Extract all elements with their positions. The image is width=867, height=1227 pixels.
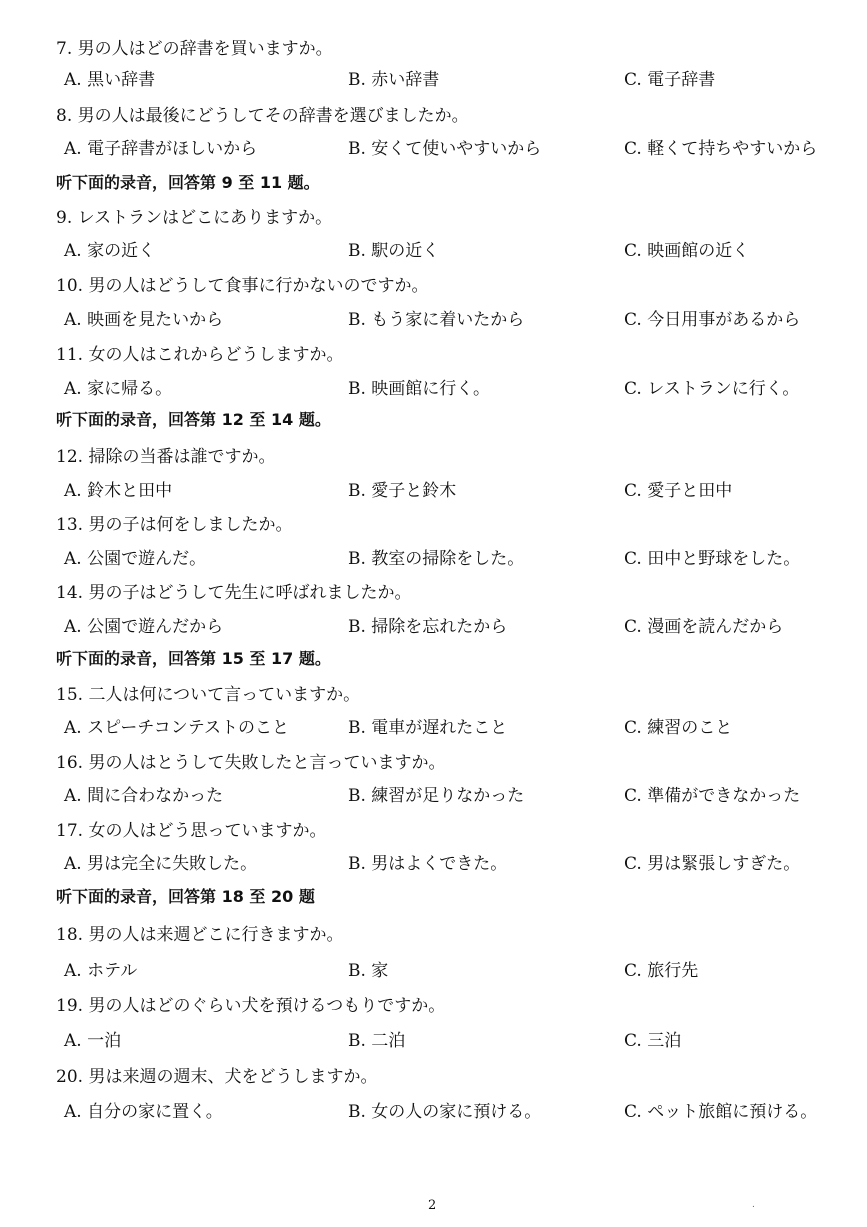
option-a: A. 映画を見たいから: [64, 310, 224, 330]
corner-mark: .: [752, 1200, 755, 1210]
option-a: A. ホテル: [64, 961, 138, 981]
question-17: 17. 女の人はどう思っていますか。: [56, 821, 327, 841]
options-19: [0, 1026, 867, 1050]
option-b: B. 男はよくできた。: [348, 854, 508, 874]
option-c: C. 愛子と田中: [624, 481, 733, 501]
option-c: C. 練習のこと: [624, 718, 733, 738]
options-14: [0, 612, 867, 636]
options-18: [0, 956, 867, 980]
option-b: B. 安くて使いやすいから: [348, 139, 542, 159]
option-c: C. 映画館の近く: [624, 241, 750, 261]
question-18: 18. 男の人は来週どこに行きますか。: [56, 925, 344, 945]
option-c: C. 男は緊張しすぎた。: [624, 854, 801, 874]
option-c: C. 三泊: [624, 1031, 682, 1051]
option-a: A. 家に帰る。: [64, 379, 173, 399]
option-c: C. 電子辞書: [624, 70, 716, 90]
section-heading-18-20: 听下面的录音，回答第 18 至 20 题: [56, 887, 315, 906]
question-9: 9. レストランはどこにありますか。: [56, 208, 333, 228]
question-12: 12. 掃除の当番は誰ですか。: [56, 447, 276, 467]
option-c: C. 準備ができなかった: [624, 786, 801, 806]
option-a: A. 一泊: [64, 1031, 122, 1051]
question-20: 20. 男は来週の週末、犬をどうしますか。: [56, 1067, 378, 1087]
option-b: B. 女の人の家に預ける。: [348, 1102, 542, 1122]
section-heading-9-11: 听下面的录音，回答第 9 至 11 题。: [56, 173, 320, 192]
option-c: C. 漫画を読んだから: [624, 617, 784, 637]
options-7: [0, 65, 867, 89]
option-a: A. 公園で遊んだ。: [64, 549, 207, 569]
option-b: B. 二泊: [348, 1031, 406, 1051]
option-b: B. 愛子と鈴木: [348, 481, 457, 501]
option-b: B. 掃除を忘れたから: [348, 617, 508, 637]
options-12: [0, 476, 867, 500]
section-heading-15-17: 听下面的录音，回答第 15 至 17 题。: [56, 649, 331, 668]
option-a: A. 公園で遊んだから: [64, 617, 224, 637]
options-8: [0, 134, 867, 158]
option-c: C. レストランに行く。: [624, 379, 800, 399]
question-13: 13. 男の子は何をしましたか。: [56, 515, 293, 535]
option-c: C. 旅行先: [624, 961, 699, 981]
option-a: A. 黒い辞書: [64, 70, 156, 90]
options-9: [0, 236, 867, 260]
option-b: B. 家: [348, 961, 389, 981]
option-b: B. 駅の近く: [348, 241, 440, 261]
options-20: [0, 1097, 867, 1121]
options-10: [0, 305, 867, 329]
options-13: [0, 544, 867, 568]
option-c: C. 今日用事があるから: [624, 310, 801, 330]
page-number: 2: [428, 1198, 437, 1213]
section-heading-12-14: 听下面的录音，回答第 12 至 14 题。: [56, 410, 331, 429]
question-8: 8. 男の人は最後にどうしてその辞書を選びましたか。: [56, 106, 469, 126]
option-a: A. 鈴木と田中: [64, 481, 173, 501]
question-10: 10. 男の人はどうして食事に行かないのですか。: [56, 276, 429, 296]
option-b: B. 映画館に行く。: [348, 379, 490, 399]
option-a: A. 男は完全に失敗した。: [64, 854, 258, 874]
option-a: A. 自分の家に置く。: [64, 1102, 223, 1122]
option-b: B. 赤い辞書: [348, 70, 440, 90]
option-c: C. ペット旅館に預ける。: [624, 1102, 818, 1122]
options-11: [0, 374, 867, 398]
option-a: A. 間に合わなかった: [64, 786, 224, 806]
option-b: B. 練習が足りなかった: [348, 786, 525, 806]
options-15: [0, 713, 867, 737]
option-c: C. 田中と野球をした。: [624, 549, 801, 569]
question-7: 7. 男の人はどの辞書を買いますか。: [56, 39, 333, 59]
question-19: 19. 男の人はどのぐらい犬を預けるつもりですか。: [56, 996, 446, 1016]
option-a: A. 家の近く: [64, 241, 156, 261]
option-b: B. 教室の掃除をした。: [348, 549, 525, 569]
question-16: 16. 男の人はとうして失敗したと言っていますか。: [56, 753, 446, 773]
options-17: [0, 849, 867, 873]
option-b: B. もう家に着いたから: [348, 310, 525, 330]
question-11: 11. 女の人はこれからどうしますか。: [56, 345, 344, 365]
question-15: 15. 二人は何について言っていますか。: [56, 685, 361, 705]
option-a: A. 電子辞書がほしいから: [64, 139, 258, 159]
option-c: C. 軽くて持ちやすいから: [624, 139, 818, 159]
option-a: A. スピーチコンテストのこと: [64, 718, 290, 738]
question-14: 14. 男の子はどうして先生に呼ばれましたか。: [56, 583, 412, 603]
option-b: B. 電車が遅れたこと: [348, 718, 508, 738]
options-16: [0, 781, 867, 805]
